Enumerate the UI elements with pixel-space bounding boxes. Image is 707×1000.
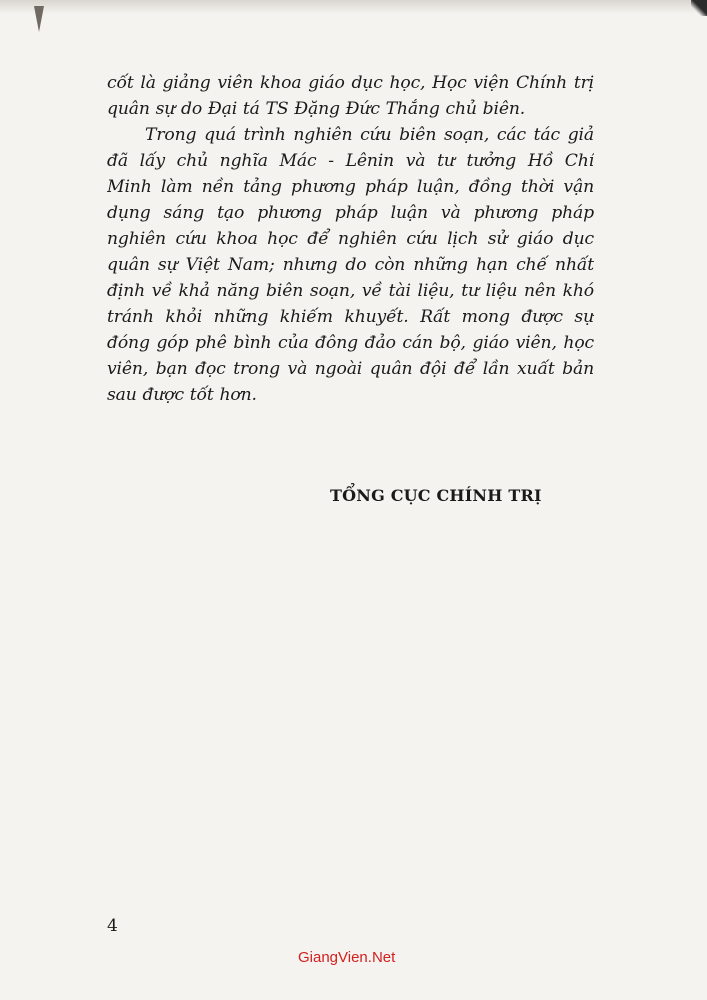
text-line: sau được tốt hơn.	[107, 385, 257, 405]
text-line: định về khả năng biên soạn, về tài liệu, tư liệu nên khó	[107, 281, 594, 301]
binding-mark	[34, 6, 44, 32]
scan-corner-shadow	[691, 0, 707, 16]
text-line: Minh làm nền tảng phương pháp luận, đồng thời vận	[107, 177, 594, 197]
signature: TỔNG CỤC CHÍNH TRỊ	[330, 486, 542, 505]
body-text	[107, 70, 594, 408]
page-top-shadow	[0, 0, 707, 14]
text-line: dụng sáng tạo phương pháp luận và phương pháp	[107, 203, 594, 223]
text-line: viên, bạn đọc trong và ngoài quân đội để lần xuất bản	[107, 359, 594, 379]
paragraph-1	[107, 70, 594, 122]
text-line: tránh khỏi những khiếm khuyết. Rất mong được sự	[107, 307, 594, 327]
page-number: 4	[107, 916, 118, 936]
text-line: quân sự Việt Nam; nhưng do còn những hạn chế nhất	[107, 255, 594, 275]
text-line: quân sự do Đại tá TS Đặng Đức Thắng chủ biên.	[107, 99, 526, 119]
text-line: đóng góp phê bình của đông đảo cán bộ, giáo viên, học	[107, 333, 594, 353]
text-line: Trong quá trình nghiên cứu biên soạn, các tác giả	[145, 125, 594, 145]
text-line: đã lấy chủ nghĩa Mác - Lênin và tư tưởng Hồ Chí	[107, 151, 594, 171]
watermark-link[interactable]: GiangVien.Net	[298, 949, 396, 966]
text-line: nghiên cứu khoa học để nghiên cứu lịch sử giáo dục	[107, 229, 594, 249]
paragraph-2	[107, 122, 594, 408]
text-line: cốt là giảng viên khoa giáo dục học, Học viện Chính trị	[107, 73, 594, 93]
